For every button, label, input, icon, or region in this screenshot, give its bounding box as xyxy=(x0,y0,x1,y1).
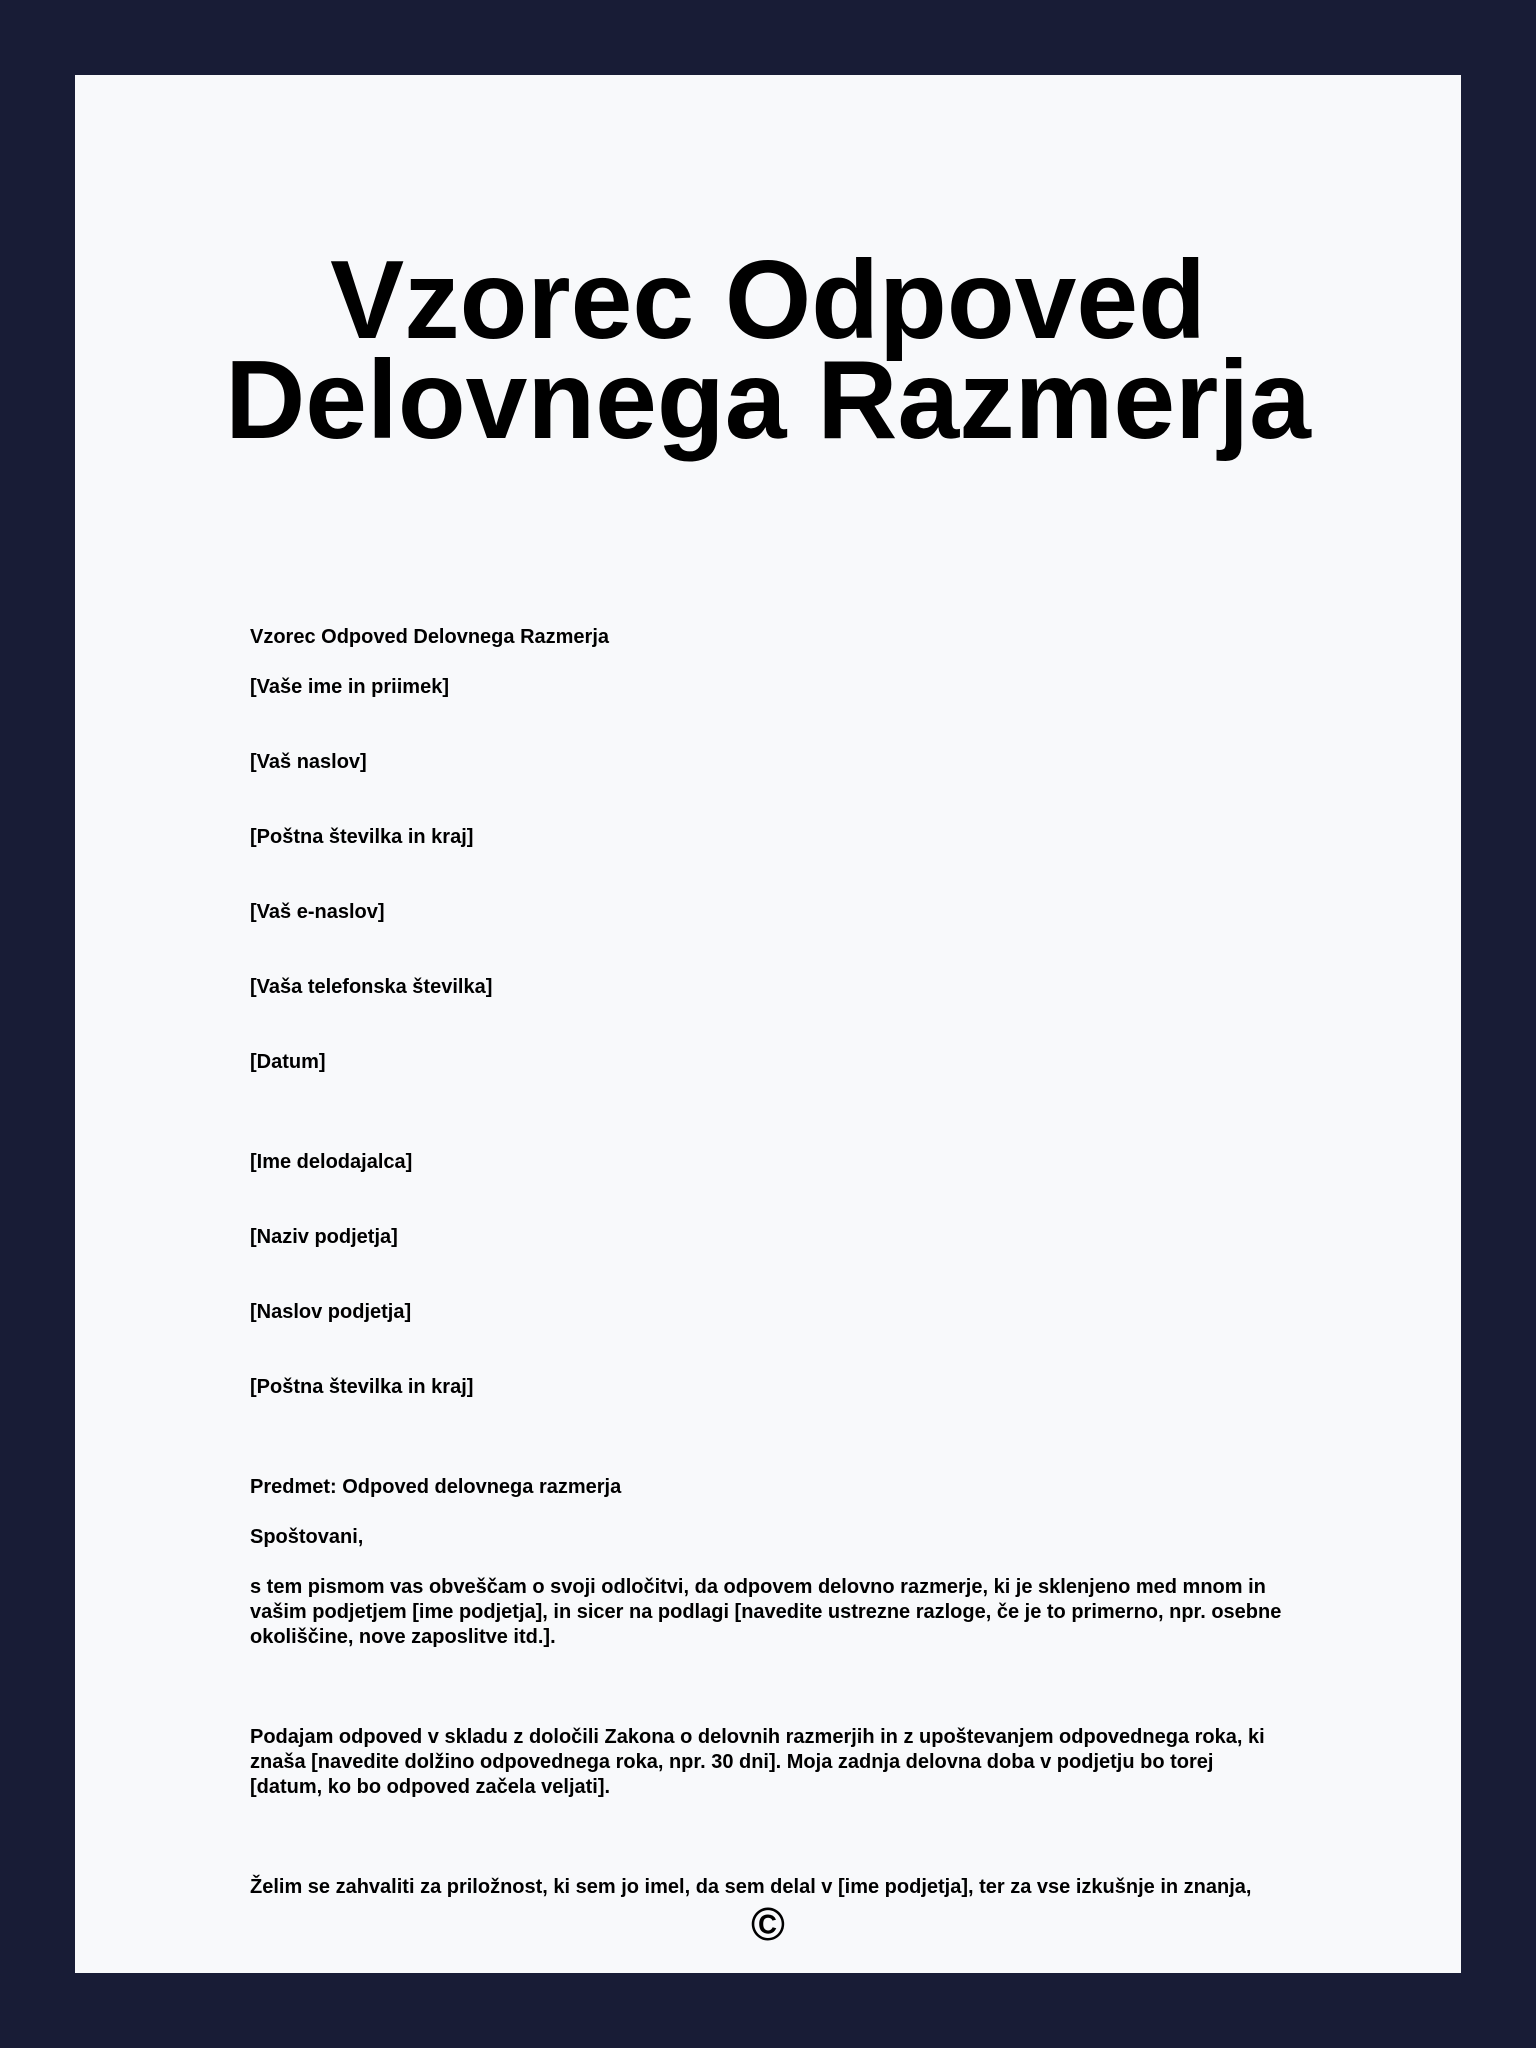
document-title: Vzorec Odpoved Delovnega Razmerja xyxy=(225,238,1311,462)
letter-date: [Datum] xyxy=(250,1051,326,1073)
sender-postal: [Poštna številka in kraj] xyxy=(250,826,474,848)
letter-heading: Vzorec Odpoved Delovnega Razmerja xyxy=(250,626,610,648)
copyright-icon: © xyxy=(751,1898,785,1950)
document-page xyxy=(75,75,1461,1973)
recipient-company: [Naziv podjetja] xyxy=(250,1226,398,1248)
sender-name: [Vaše ime in priimek] xyxy=(250,676,449,698)
sender-phone: [Vaša telefonska številka] xyxy=(250,976,493,998)
letter-paragraph-3: Želim se zahvaliti za priložnost, ki sem jo imel, da sem delal v [ime podjetja], ter za vse izkušnje in znanja, xyxy=(250,1876,1252,1898)
recipient-employer: [Ime delodajalca] xyxy=(250,1151,413,1173)
recipient-postal: [Poštna številka in kraj] xyxy=(250,1376,474,1398)
sender-address: [Vaš naslov] xyxy=(250,751,367,773)
letter-salutation: Spoštovani, xyxy=(250,1526,364,1548)
letter-paragraph-2: Podajam odpoved v skladu z določili Zakona o delovnih razmerjih in z upoštevanjem odpovednega roka, ki znaša [navedite dolžino odpovednega roka, npr. 30 dni]. Moja zadnja delovna doba v podjetju bo torej [datum, ko bo odpoved začela veljati]. xyxy=(250,1726,1265,1798)
sender-email: [Vaš e-naslov] xyxy=(250,901,385,923)
letter-paragraph-1: s tem pismom vas obveščam o svoji odločitvi, da odpovem delovno razmerje, ki je sklenjeno med mnom in vašim podjetjem [ime podjetja], in sicer na podlagi [navedite ustrezne razloge, če je to primerno, npr. osebne okoliščine, nove zaposlitve itd.]. xyxy=(250,1576,1282,1648)
recipient-address: [Naslov podjetja] xyxy=(250,1301,412,1323)
letter-subject: Predmet: Odpoved delovnega razmerja xyxy=(250,1476,622,1498)
